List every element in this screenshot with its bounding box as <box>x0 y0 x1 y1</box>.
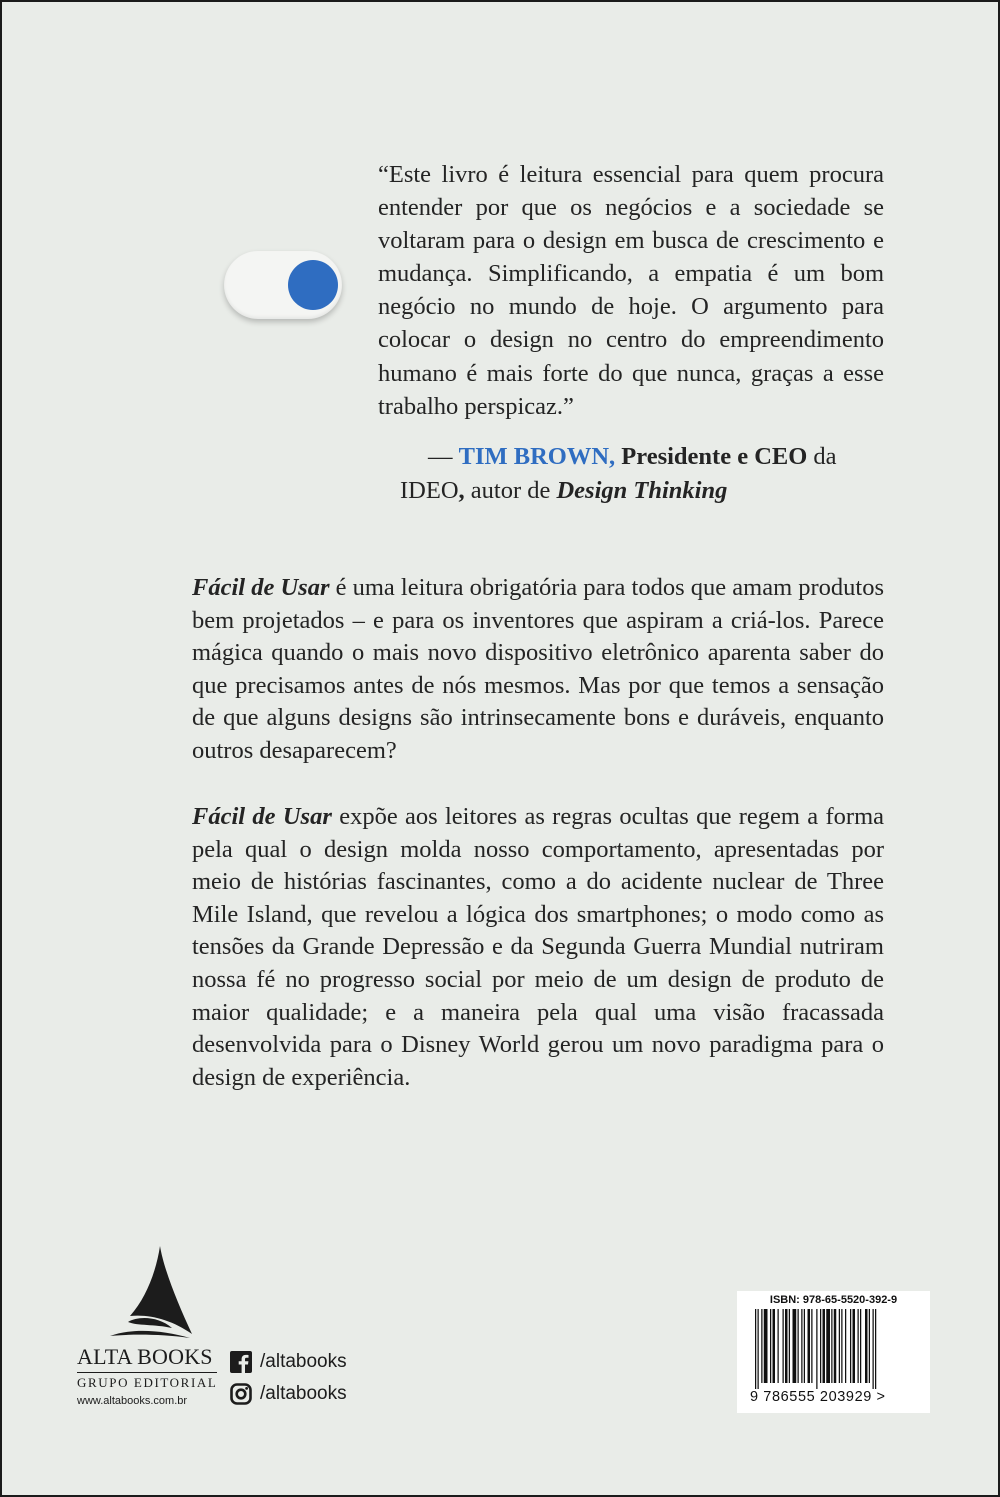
author-of-text: autor de <box>464 477 557 504</box>
barcode-bar <box>758 1309 759 1389</box>
book-title-ref: Fácil de Usar <box>192 574 330 601</box>
barcode-bar <box>831 1309 832 1383</box>
barcode-bar <box>773 1309 776 1383</box>
facebook-handle: /altabooks <box>260 1351 347 1372</box>
barcode-digits: 9 786555 203929 > <box>750 1389 886 1405</box>
endorser-company: IDEO <box>400 477 459 504</box>
barcode-bar <box>869 1309 870 1383</box>
endorser-book-title: Design Thinking <box>556 477 728 504</box>
barcode-bar <box>845 1309 846 1383</box>
barcode-bar <box>770 1309 771 1383</box>
publisher-url[interactable]: www.altabooks.com.br <box>77 1395 188 1407</box>
instagram-handle: /altabooks <box>260 1383 347 1404</box>
attribution-line-1 <box>378 440 884 474</box>
barcode-bar <box>839 1309 840 1383</box>
barcode-bar <box>798 1309 799 1383</box>
barcode-bar <box>778 1309 779 1383</box>
paragraph-1-text: é uma leitura obrigatória para todos que amam produtos bem projetados – e para os inventores que aspiram a criá-los. Parece mágica quando o mais novo dispositivo eletrônico aparenta saber do que precisamos antes de nós mesmos. Mas por que temos a sensação de que alguns designs são intrinsecamente bons e duráveis, enquanto outros desaparecem? <box>192 574 885 764</box>
endorser-role-suffix: da <box>807 443 837 470</box>
barcode-bar <box>804 1309 805 1383</box>
social-instagram[interactable] <box>230 1381 347 1407</box>
isbn-barcode <box>737 1291 930 1413</box>
book-title-ref: Fácil de Usar <box>192 803 332 830</box>
publisher-name: ALTA BOOKS <box>77 1344 213 1369</box>
barcode-bar <box>789 1309 790 1383</box>
barcode-bar <box>834 1309 837 1383</box>
barcode-bar <box>826 1309 830 1383</box>
barcode-bar <box>841 1309 842 1383</box>
logo-divider <box>77 1372 217 1373</box>
barcode-bar <box>820 1309 821 1383</box>
barcode-bar <box>783 1309 784 1383</box>
facebook-icon <box>230 1351 252 1373</box>
barcode-bar <box>853 1309 856 1383</box>
barcode-bar <box>816 1309 817 1389</box>
isbn-number: ISBN: 978-65-5520-392-9 <box>769 1294 898 1306</box>
barcode-bar <box>850 1309 851 1383</box>
barcode-bar <box>875 1309 876 1389</box>
barcode-bar <box>873 1309 874 1389</box>
barcode-bar <box>755 1309 756 1389</box>
barcode-bar <box>764 1309 768 1383</box>
barcode-bar <box>865 1309 868 1383</box>
barcode-bar <box>823 1309 826 1383</box>
social-facebook[interactable] <box>230 1349 347 1375</box>
barcode-bar <box>808 1309 811 1383</box>
publisher-subtitle: GRUPO EDITORIAL <box>77 1375 218 1390</box>
barcode-bar <box>785 1309 788 1383</box>
quote-attribution <box>378 440 884 508</box>
sail-triangle-icon <box>102 1242 194 1342</box>
attribution-line-2 <box>378 474 884 508</box>
attribution-dash: — <box>428 443 459 470</box>
attribution-comma: , <box>458 477 465 504</box>
toggle-knob <box>288 260 338 310</box>
instagram-icon <box>230 1383 252 1405</box>
paragraph-2-text: expõe aos leitores as regras ocultas que regem a forma pela qual o design molda nosso comportamento, apresentadas por meio de histórias fascinantes, como a do acidente nuclear de Three Mile Island, que revelou a lógica dos smartphones; o modo como as tensões da Grande Depressão e da Segunda Guerra Mundial nutriram nossa fé no progresso social por meio de um design de produto de maior qualidade; e a maneira pela qual uma visão fracassada desenvolvida para o Disney World gerou um novo paradigma para o design de experiência. <box>192 803 885 1091</box>
endorser-role: Presidente e CEO <box>621 443 808 470</box>
barcode-bar <box>858 1309 859 1383</box>
barcode-bar <box>860 1309 861 1383</box>
description-paragraph-2 <box>192 801 884 1094</box>
barcode-bar <box>801 1309 802 1383</box>
barcode-bar <box>793 1309 797 1383</box>
publisher-logo <box>72 1242 222 1422</box>
barcode-bar <box>811 1309 812 1383</box>
barcode-bar <box>761 1309 762 1383</box>
endorser-name: TIM BROWN, <box>458 443 616 470</box>
toggle-switch-illustration <box>224 251 342 319</box>
endorsement-quote: “Este livro é leitura essencial para quem procura entender por que os negócios e a sociedade se voltaram para o design em busca de crescimento e mudança. Simplificando, a empatia é um bom negócio no mundo de hoje. O argumento para colocar o design no centro do empreendimento humano é mais forte do que nunca, graças a esse trabalho perspicaz.” <box>378 161 884 420</box>
description-paragraph-1 <box>192 572 884 768</box>
